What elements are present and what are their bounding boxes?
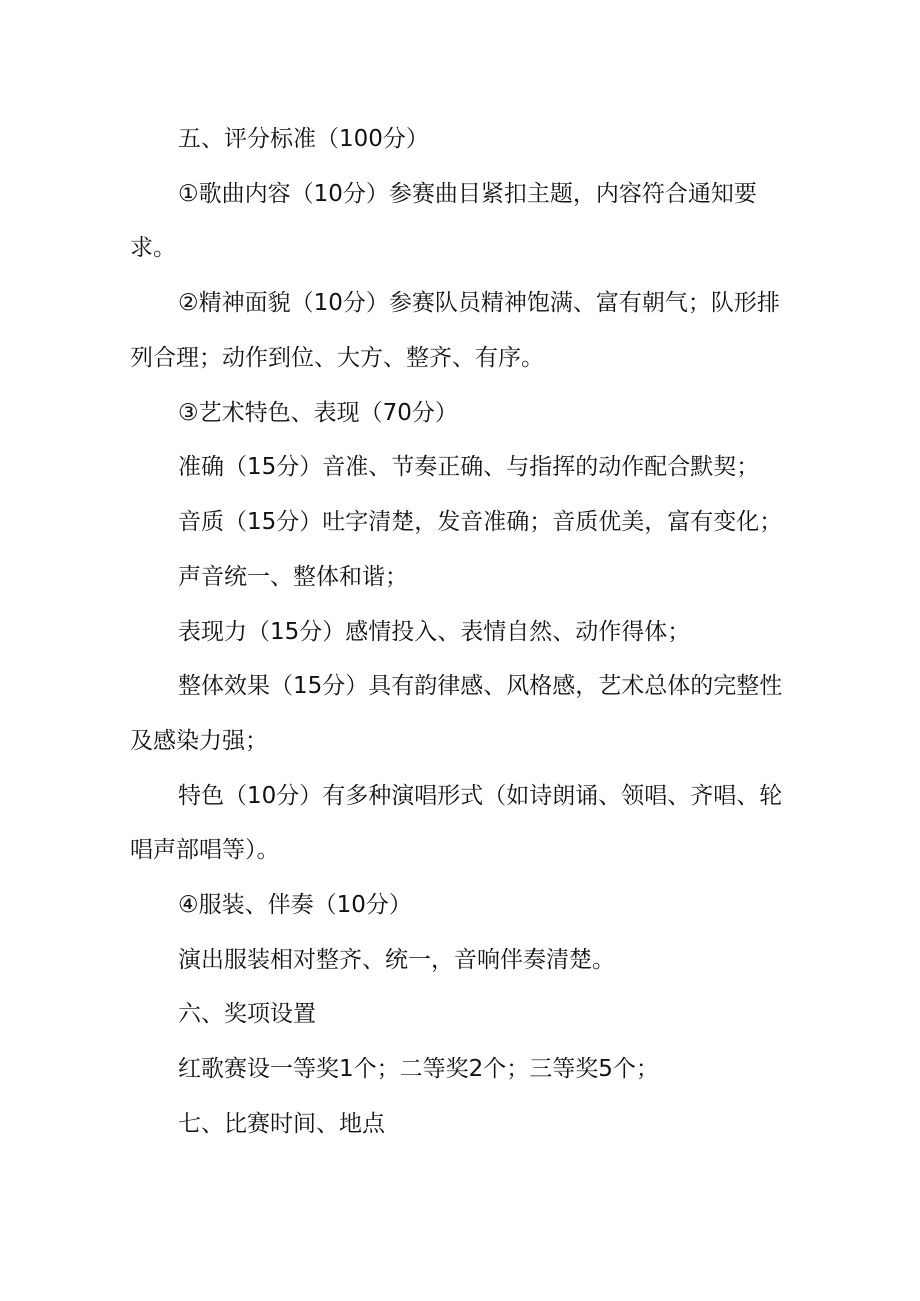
paragraph-line: 特色（10分）有多种演唱形式（如诗朗诵、领唱、齐唱、轮 <box>178 783 783 809</box>
paragraph-line: ④服装、伴奏（10分） <box>178 892 412 918</box>
paragraph-line: 整体效果（15分）具有韵律感、风格感，艺术总体的完整性 <box>178 673 783 699</box>
paragraph-line: ①歌曲内容（10分）参赛曲目紧扣主题，内容符合通知要 <box>178 181 757 207</box>
paragraph-line: ③艺术特色、表现（70分） <box>178 400 458 426</box>
paragraph-line: 列合理；动作到位、大方、整齐、有序。 <box>130 345 544 371</box>
paragraph-line: 声音统一、整体和谐； <box>178 564 408 590</box>
paragraph-line: 唱声部唱等）。 <box>130 837 280 863</box>
section-heading-awards: 六、奖项设置 <box>178 1001 316 1027</box>
paragraph-line: 音质（15分）吐字清楚，发音准确；音质优美，富有变化； <box>178 509 783 535</box>
section-heading-time-place: 七、比赛时间、地点 <box>178 1111 385 1137</box>
paragraph-line: 红歌赛设一等奖1个；二等奖2个；三等奖5个； <box>178 1056 659 1082</box>
paragraph-line: 求。 <box>130 235 176 261</box>
paragraph-line: 表现力（15分）感情投入、表情自然、动作得体； <box>178 619 691 645</box>
paragraph-line: 及感染力强； <box>130 728 268 754</box>
paragraph-line: 演出服装相对整齐、统一，音响伴奏清楚。 <box>178 947 615 973</box>
paragraph-line: ②精神面貌（10分）参赛队员精神饱满、富有朝气；队形排 <box>178 290 780 316</box>
paragraph-line: 准确（15分）音准、节奏正确、与指挥的动作配合默契； <box>178 454 760 480</box>
section-heading-scoring: 五、评分标准（100分） <box>178 126 429 152</box>
